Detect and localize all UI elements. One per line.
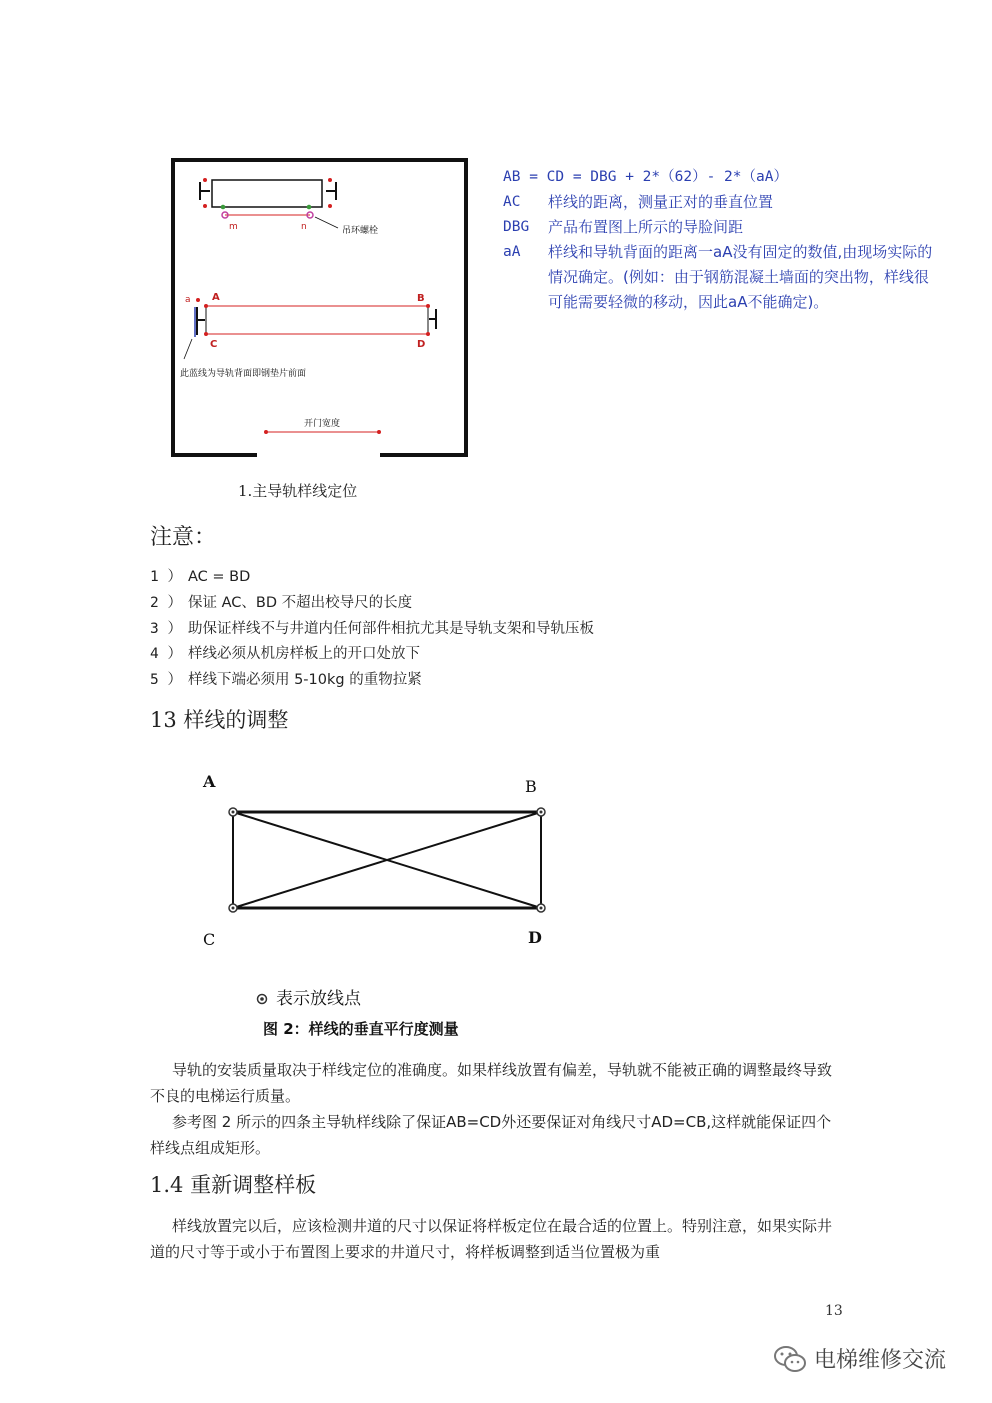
point-A [204, 304, 208, 308]
green-point [221, 205, 226, 210]
right-rail-bracket [429, 309, 436, 329]
label-a: a [185, 295, 191, 305]
door-width-label: 开门宽度 [304, 419, 341, 429]
car-box [212, 180, 322, 207]
door-point-left [264, 430, 268, 434]
formula-key: DBG [503, 219, 530, 235]
figure-1-caption: 1.主导轨样线定位 [238, 482, 358, 500]
note-arrow [184, 339, 192, 359]
label-B: B [417, 293, 425, 304]
label-m: m [229, 222, 238, 232]
paragraph-3: 样线放置完以后，应该检测井道的尺寸以保证将样板定位在最合适的位置上。特别注意，如果实际井道的尺寸等于或小于布置图上要求的井道尺寸，将样板调整到适当位置极为重 [150, 1217, 833, 1261]
wechat-icon [772, 1344, 808, 1374]
list-item: 2 ） 保证 AC、BD 不超出校导尺的长度 [150, 594, 413, 611]
red-point [328, 204, 332, 208]
plumb-point-D [537, 904, 545, 912]
figure-1-svg [170, 157, 469, 458]
fig2-label-B: B [525, 777, 537, 796]
label-C: C [210, 339, 218, 350]
formula-key: aA [503, 244, 521, 260]
list-item: 5 ） 样线下端必须用 5-10kg 的重物拉紧 [150, 672, 422, 689]
formula-value: 样线的距离，测量正对的垂直位置 [548, 193, 774, 211]
formula-block [503, 165, 933, 315]
plumb-point-B [537, 808, 545, 816]
label-n: n [301, 222, 307, 232]
plumb-point-icon [256, 993, 268, 1005]
red-point [203, 178, 207, 182]
hoistway-wall [173, 160, 466, 455]
notice-list [150, 565, 594, 694]
watermark [772, 1343, 946, 1374]
label-A: A [212, 292, 220, 303]
page-number: 13 [825, 1303, 843, 1319]
right-bracket-top [326, 182, 336, 200]
paragraph-2: 参考图 2 所示的四条主导轨样线除了保证AB=CD外还要保证对角线尺寸AD=CB,这样就能保证四个样线点组成矩形。 [150, 1113, 832, 1157]
watermark-text: 电梯维修交流 [814, 1348, 947, 1373]
figure-2-svg [195, 765, 565, 955]
legend-text: 表示放线点 [276, 989, 361, 1009]
point-B [426, 304, 430, 308]
formula-row-ac [503, 190, 933, 215]
notice-title: 注意： [150, 525, 217, 550]
point-D [426, 332, 430, 336]
figure-2-rectangle [195, 765, 565, 955]
list-item: 4 ） 样线必须从机房样板上的开口处放下 [150, 646, 420, 663]
formula-row-dbg [503, 215, 933, 240]
formula-key: AC [503, 194, 521, 210]
fig2-label-C: C [203, 930, 216, 949]
plumb-point-A [229, 808, 237, 816]
section-13-heading: 13 样线的调整 [150, 708, 289, 732]
leader-line [315, 217, 338, 228]
door-point-right [377, 430, 381, 434]
label-D: D [417, 339, 426, 350]
green-point [307, 205, 312, 210]
blue-line-note: 此蓝线为导轨背面即钢垫片前面 [180, 369, 307, 379]
hook-bolt-label: 吊环螺栓 [342, 226, 379, 236]
figure-2-caption: 图 2：样线的垂直平行度测量 [263, 1020, 459, 1038]
fig2-label-A: A [203, 772, 216, 791]
formula-value: 产品布置图上所示的导脸间距 [548, 218, 744, 236]
figure-2-legend [256, 984, 361, 1009]
list-item: 1 ） AC = BD [150, 569, 251, 585]
left-rail-bracket [197, 307, 205, 335]
fig2-label-D: D [528, 928, 542, 947]
formula-value: 样线和导轨背面的距离一aA没有固定的数值,由现场实际的情况确定。(例如：由于钢筋混凝土墙面的突出物，样线很可能需要轻微的移动，因此aA不能确定)。 [548, 243, 933, 311]
left-bracket-top [200, 182, 210, 200]
red-point [203, 204, 207, 208]
list-item: 3 ） 助保证样线不与井道内任何部件相抗尤其是导轨支架和导轨压板 [150, 620, 594, 637]
point-a [196, 298, 200, 302]
formula-row-aa [503, 240, 933, 315]
point-C [204, 332, 208, 336]
red-point [328, 178, 332, 182]
paragraph-1: 导轨的安装质量取决于样线定位的准确度。如果样线放置有偏差，导轨就不能被正确的调整最终导致不良的电梯运行质量。 [150, 1061, 833, 1105]
formula-line: AB = CD = DBG + 2*（62）- 2*（aA） [503, 169, 788, 185]
figure-1-hoistway-sketch [170, 157, 469, 458]
section-14-heading: 1.4 重新调整样板 [150, 1173, 317, 1197]
plumb-point-C [229, 904, 237, 912]
